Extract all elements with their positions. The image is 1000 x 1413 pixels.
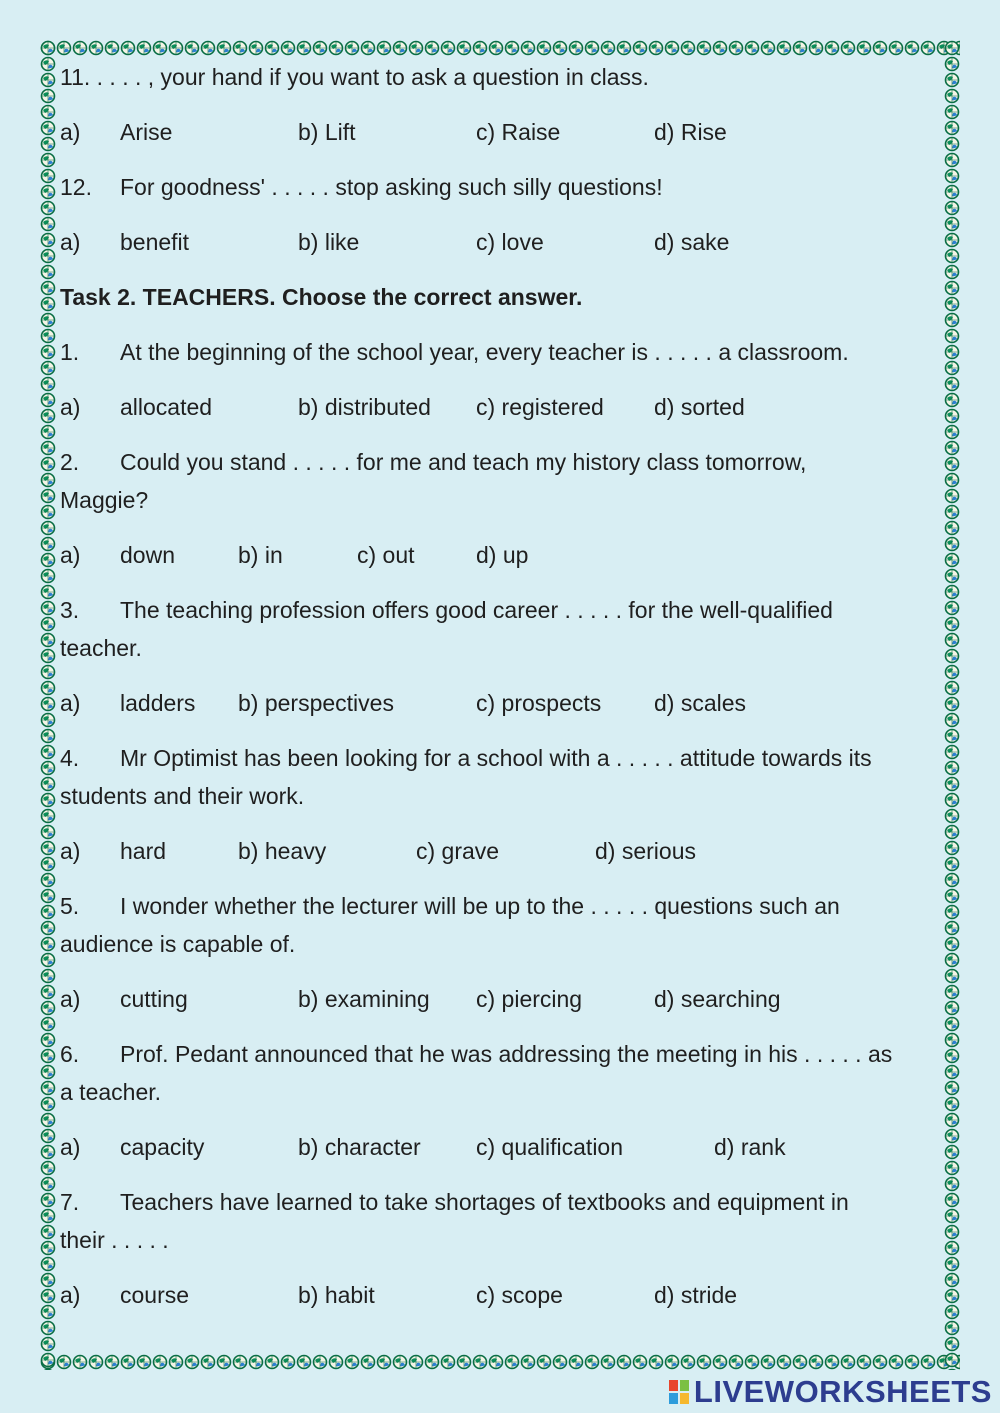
question-2-options	[60, 536, 940, 574]
question-3	[60, 591, 940, 629]
option-b[interactable]: b) like	[298, 229, 360, 255]
question-stem-continued: students and their work.	[60, 783, 305, 809]
option-c[interactable]: c) prospects	[476, 690, 602, 716]
option-a-label: a)	[60, 542, 81, 568]
option-b[interactable]: b) heavy	[238, 838, 327, 864]
question-stem: Mr Optimist has been looking for a school with a . . . . . attitude towards its	[120, 745, 872, 771]
option-c[interactable]: c) out	[357, 542, 415, 568]
option-a[interactable]: ladders	[120, 690, 196, 716]
question-number: 4.	[60, 745, 80, 771]
option-a[interactable]: benefit	[120, 229, 190, 255]
question-number: 1.	[60, 339, 80, 365]
question-7-options	[60, 1276, 940, 1314]
question-number: 2.	[60, 449, 80, 475]
question-stem-continued: teacher.	[60, 635, 142, 661]
option-d[interactable]: d) up	[476, 542, 529, 568]
option-a[interactable]: down	[120, 542, 175, 568]
option-d[interactable]: d) rank	[714, 1134, 786, 1160]
option-b[interactable]: b) perspectives	[238, 690, 394, 716]
question-12-options	[60, 223, 940, 261]
option-a-label: a)	[60, 986, 81, 1012]
question-stem: At the beginning of the school year, every teacher is . . . . . a classroom.	[120, 339, 849, 365]
option-a-label: a)	[60, 394, 81, 420]
question-7-continued	[60, 1221, 940, 1259]
question-number: 5.	[60, 893, 80, 919]
question-3-options	[60, 684, 940, 722]
option-a[interactable]: capacity	[120, 1134, 205, 1160]
question-1	[60, 333, 940, 371]
question-stem: The teaching profession offers good career . . . . . for the well-qualified	[120, 597, 833, 623]
option-a-label: a)	[60, 1282, 81, 1308]
question-6-options	[60, 1128, 940, 1166]
option-c[interactable]: c) love	[476, 229, 544, 255]
border-top	[40, 40, 960, 56]
question-number: 12.	[60, 174, 92, 200]
option-a[interactable]: Arise	[120, 119, 173, 145]
brand-name: LIVEWORKSHEETS	[693, 1374, 992, 1409]
option-a-label: a)	[60, 838, 81, 864]
option-b[interactable]: b) character	[298, 1134, 421, 1160]
question-5-options	[60, 980, 940, 1018]
question-stem-continued: a teacher.	[60, 1079, 162, 1105]
question-5-continued	[60, 925, 940, 963]
question-stem: 11. . . . . , your hand if you want to ask a question in class.	[60, 64, 649, 90]
question-stem-continued: audience is capable of.	[60, 931, 296, 957]
option-b[interactable]: b) habit	[298, 1282, 375, 1308]
option-a-label: a)	[60, 690, 81, 716]
option-a[interactable]: hard	[120, 838, 167, 864]
option-b[interactable]: b) distributed	[298, 394, 431, 420]
option-c[interactable]: c) grave	[416, 838, 500, 864]
option-a[interactable]: allocated	[120, 394, 213, 420]
question-number: 3.	[60, 597, 80, 623]
question-stem: For goodness' . . . . . stop asking such silly questions!	[120, 174, 663, 200]
question-stem: Teachers have learned to take shortages of textbooks and equipment in	[120, 1189, 849, 1215]
question-6	[60, 1035, 940, 1073]
option-d[interactable]: d) serious	[595, 838, 696, 864]
task-title: Task 2. TEACHERS. Choose the correct answer.	[60, 284, 583, 310]
worksheet-content	[60, 58, 940, 1314]
border-right	[944, 40, 960, 1370]
question-11-options	[60, 113, 940, 151]
option-a-label: a)	[60, 229, 81, 255]
option-c[interactable]: c) qualification	[476, 1134, 624, 1160]
question-1-options	[60, 388, 940, 426]
option-d[interactable]: d) sake	[654, 229, 730, 255]
question-2	[60, 443, 940, 481]
question-3-continued	[60, 629, 940, 667]
option-a[interactable]: course	[120, 1282, 190, 1308]
option-a-label: a)	[60, 1134, 81, 1160]
question-5	[60, 887, 940, 925]
question-2-continued	[60, 481, 940, 519]
question-6-continued	[60, 1073, 940, 1111]
question-number: 7.	[60, 1189, 80, 1215]
question-4-options	[60, 832, 940, 870]
question-4-continued	[60, 777, 940, 815]
option-a[interactable]: cutting	[120, 986, 188, 1012]
border-left	[40, 40, 56, 1370]
question-4	[60, 739, 940, 777]
option-c[interactable]: c) piercing	[476, 986, 583, 1012]
option-b[interactable]: b) in	[238, 542, 283, 568]
option-c[interactable]: c) Raise	[476, 119, 561, 145]
option-d[interactable]: d) sorted	[654, 394, 745, 420]
question-number: 6.	[60, 1041, 80, 1067]
liveworksheets-logo-icon	[668, 1379, 690, 1405]
option-d[interactable]: d) searching	[654, 986, 781, 1012]
task-heading	[60, 278, 940, 316]
option-b[interactable]: b) Lift	[298, 119, 356, 145]
option-d[interactable]: d) scales	[654, 690, 747, 716]
option-c[interactable]: c) registered	[476, 394, 604, 420]
option-b[interactable]: b) examining	[298, 986, 430, 1012]
question-stem: Prof. Pedant announced that he was addressing the meeting in his . . . . . as	[120, 1041, 893, 1067]
question-11	[60, 58, 940, 96]
question-stem: Could you stand . . . . . for me and teach my history class tomorrow,	[120, 449, 807, 475]
question-stem-continued: Maggie?	[60, 487, 149, 513]
option-d[interactable]: d) Rise	[654, 119, 727, 145]
question-12	[60, 168, 940, 206]
border-bottom	[40, 1354, 960, 1370]
question-stem: I wonder whether the lecturer will be up to the . . . . . questions such an	[120, 893, 840, 919]
question-stem-continued: their . . . . .	[60, 1227, 169, 1253]
question-7	[60, 1183, 940, 1221]
option-d[interactable]: d) stride	[654, 1282, 738, 1308]
liveworksheets-brand[interactable]	[668, 1375, 992, 1409]
option-c[interactable]: c) scope	[476, 1282, 563, 1308]
option-a-label: a)	[60, 119, 81, 145]
